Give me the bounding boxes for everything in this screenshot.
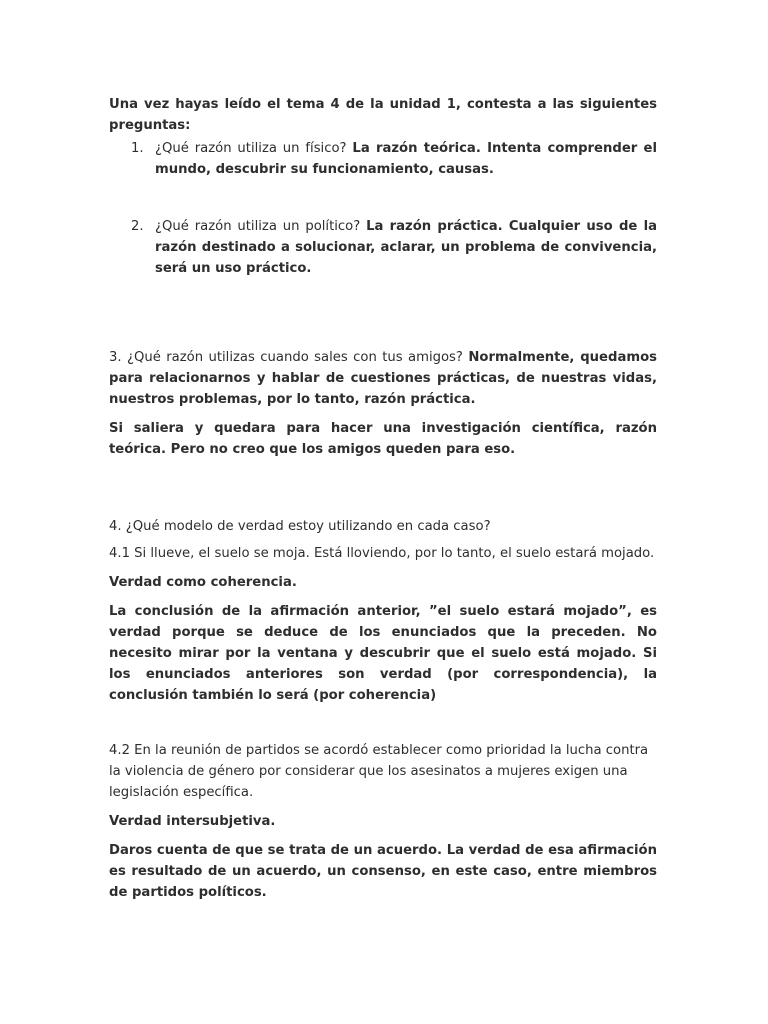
question-2-number: 2.: [131, 219, 144, 234]
case-4-1-truth-type: Verdad como coherencia.: [109, 575, 297, 590]
question-3: [109, 347, 657, 410]
case-4-2-truth-type: Verdad intersubjetiva.: [109, 814, 276, 829]
question-4-text: 4. ¿Qué modelo de verdad estoy utilizando en cada caso?: [109, 519, 491, 534]
case-4-1-explanation: La conclusión de la afirmación anterior, ”el suelo estará mojado”, es verdad porque se deduce de los enunciados que la preceden. No necesito mirar por la ventana y descubrir que el suelo está mojado. Si los enunciados anteriores son verdad (por correspondencia), la conclusión también lo será (por coherencia): [109, 604, 657, 703]
intro-instructions: Una vez hayas leído el tema 4 de la unidad 1, contesta a las siguientes preguntas:: [109, 97, 657, 133]
case-4-2-statement: 4.2 En la reunión de partidos se acordó establecer como prioridad la lucha contra la violencia de género por considerar que los asesinatos a mujeres exigen una legislación específica.: [109, 743, 649, 800]
question-3-text: 3. ¿Qué razón utilizas cuando sales con tus amigos?: [109, 350, 463, 365]
case-4-1-statement: 4.1 Si llueve, el suelo se moja. Está lloviendo, por lo tanto, el suelo estará mojado.: [109, 546, 655, 561]
question-2-body: [155, 216, 657, 279]
question-2-answer: La razón práctica. Cualquier uso de la razón destinado a solucionar, aclarar, un problema de convivencia, será un uso práctico.: [155, 219, 657, 276]
question-3-answer-extra: Si saliera y quedara para hacer una investigación científica, razón teórica. Pero no creo que los amigos queden para eso.: [109, 421, 657, 457]
document-page: [109, 94, 657, 903]
question-1: [131, 138, 657, 180]
question-1-text: ¿Qué razón utiliza un físico?: [155, 141, 347, 156]
question-1-body: [155, 138, 657, 180]
question-3-answer: Normalmente, quedamos para relacionarnos y hablar de cuestiones prácticas, de nuestras vidas, nuestros problemas, por lo tanto, razón práctica.: [109, 350, 657, 407]
question-2-text: ¿Qué razón utiliza un político?: [155, 219, 361, 234]
case-4-2-explanation: Daros cuenta de que se trata de un acuerdo. La verdad de esa afirmación es resultado de un acuerdo, un consenso, en este caso, entre miembros de partidos políticos.: [109, 843, 657, 900]
question-1-number: 1.: [131, 141, 144, 156]
question-2: [131, 216, 657, 279]
question-1-answer: La razón teórica. Intenta comprender el mundo, descubrir su funcionamiento, causas.: [155, 141, 657, 177]
